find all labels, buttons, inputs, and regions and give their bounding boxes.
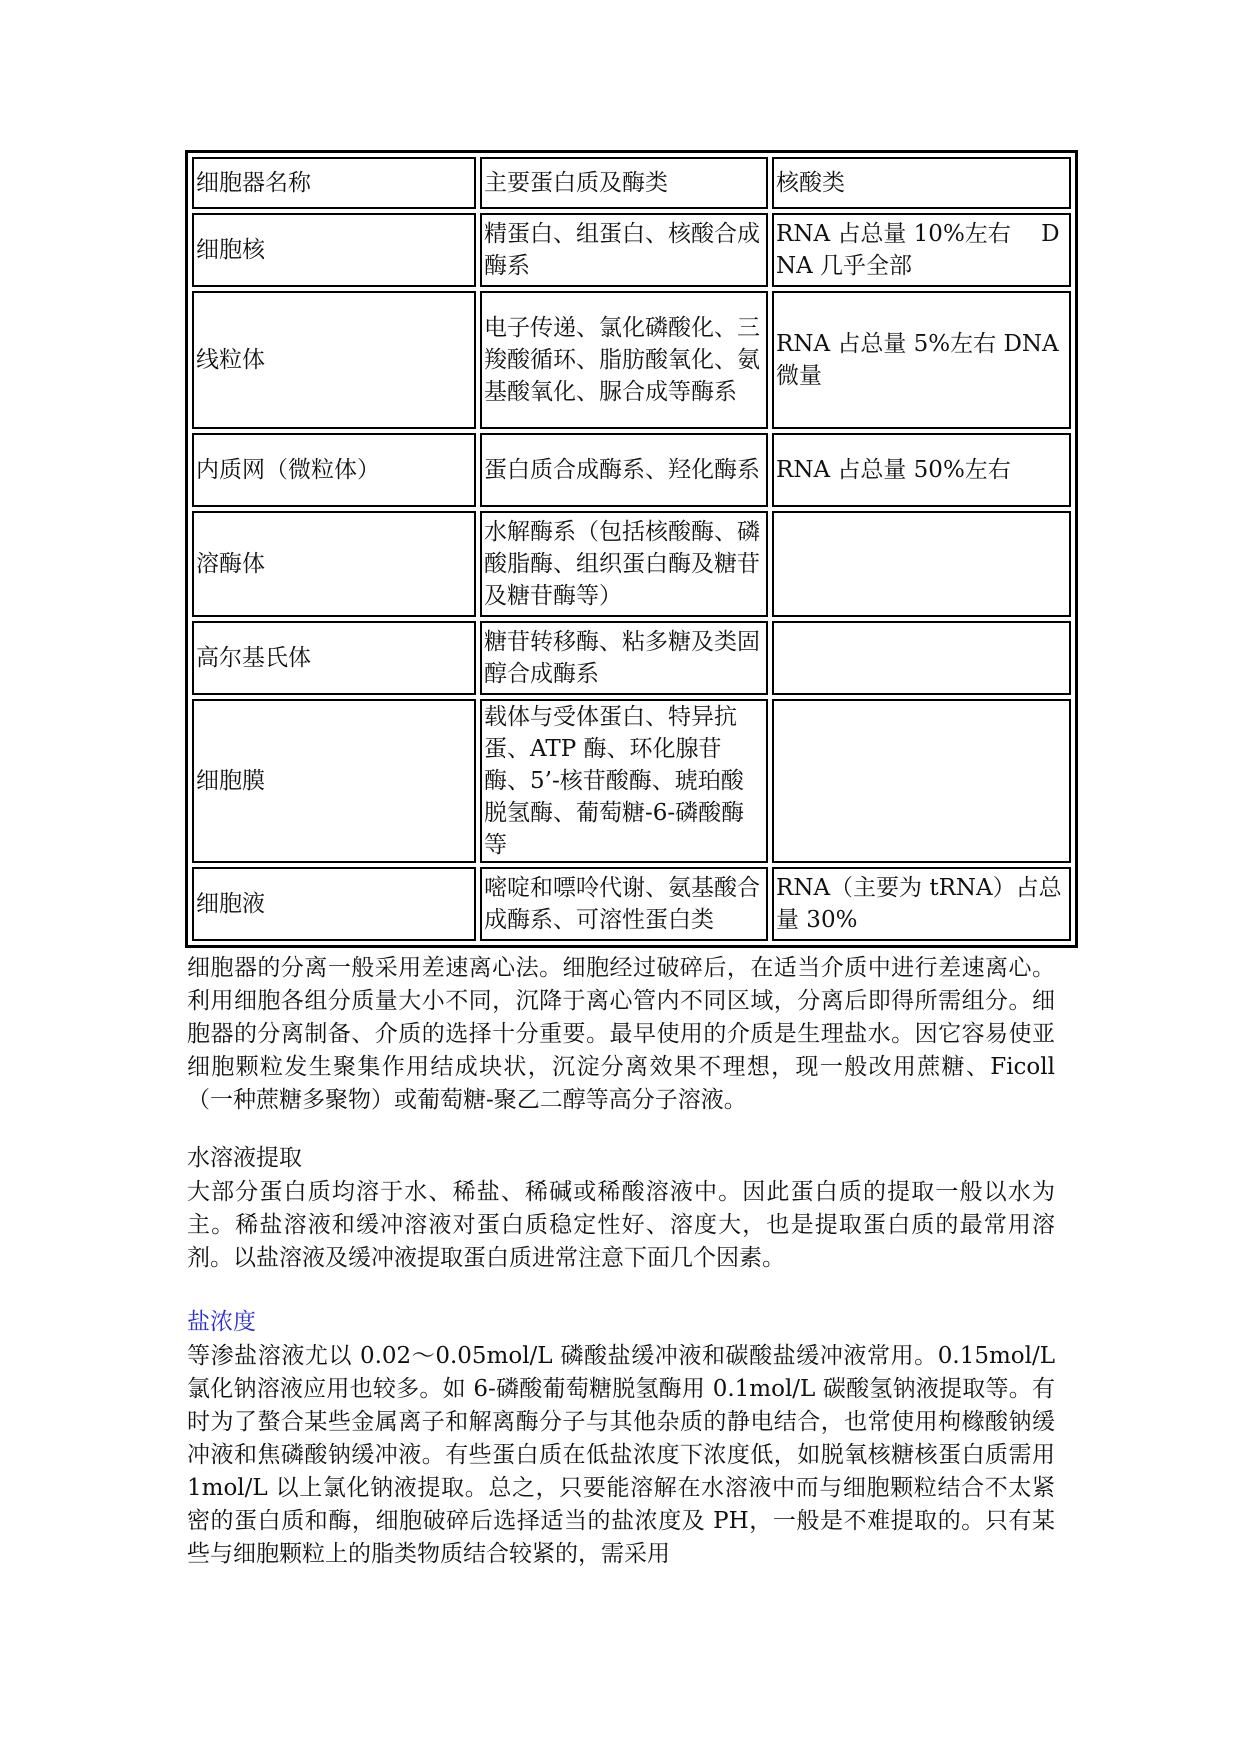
cell-name: 细胞液 (192, 867, 476, 941)
cell-proteins: 糖苷转移酶、粘多糖及类固醇合成酶系 (480, 621, 768, 695)
cell-nucleic: RNA 占总量 5%左右 DNA 微量 (772, 291, 1071, 429)
section-heading-salt-concentration: 盐浓度 (187, 1309, 256, 1335)
table-row (192, 433, 1071, 507)
cell-nucleic: RNA 占总量 10%左右 DNA 几乎全部 (772, 213, 1071, 287)
section-heading-aqueous-extraction: 水溶液提取 (187, 1145, 302, 1171)
cell-proteins: 水解酶系（包括核酸酶、磷酸脂酶、组织蛋白酶及糖苷及糖苷酶等） (480, 511, 768, 617)
cell-nucleic: RNA（主要为 tRNA）占总量 30% (772, 867, 1071, 941)
header-cell-name: 细胞器名称 (192, 157, 476, 209)
cell-name: 高尔基氏体 (192, 621, 476, 695)
cell-proteins: 嘧啶和嘌呤代谢、氨基酸合成酶系、可溶性蛋白类 (480, 867, 768, 941)
table-row (192, 291, 1071, 429)
table-row (192, 511, 1071, 617)
table-row (192, 699, 1071, 863)
cell-proteins: 精蛋白、组蛋白、核酸合成酶系 (480, 213, 768, 287)
cell-proteins: 蛋白质合成酶系、羟化酶系 (480, 433, 768, 507)
header-cell-proteins: 主要蛋白质及酶类 (480, 157, 768, 209)
salt-concentration-paragraph: 等渗盐溶液尤以 0.02～0.05mol/L 磷酸盐缓冲液和碳酸盐缓冲液常用。0.15mol/L 氯化钠溶液应用也较多。如 6-磷酸葡萄糖脱氢酶用 0.1mol/L 碳酸氢钠液提取等。有时为了螯合某些金属离子和解离酶分子与其他杂质的静电结合，也常使用枸橼酸钠缓冲液和焦磷酸钠缓冲液。有些蛋白质在低盐浓度下浓度低，如脱氧核糖核蛋白质需用 1mol/L 以上氯化钠液提取。总之，只要能溶解在水溶液中而与细胞颗粒结合不太紧密的蛋白质和酶，细胞破碎后选择适当的盐浓度及 PH，一般是不难提取的。只有某些与细胞颗粒上的脂类物质结合较紧的，需采用 (187, 1343, 1055, 1567)
header-cell-nucleic: 核酸类 (772, 157, 1071, 209)
cell-proteins: 电子传递、氯化磷酸化、三羧酸循环、脂肪酸氧化、氨基酸氧化、脲合成等酶系 (480, 291, 768, 429)
cell-name: 线粒体 (192, 291, 476, 429)
intro-paragraph: 细胞器的分离一般采用差速离心法。细胞经过破碎后，在适当介质中进行差速离心。利用细胞各组分质量大小不同，沉降于离心管内不同区域，分离后即得所需组分。细胞器的分离制备、介质的选择十分重要。最早使用的介质是生理盐水。因它容易使亚细胞颗粒发生聚集作用结成块状，沉淀分离效果不理想，现一般改用蔗糖、Ficoll（一种蔗糖多聚物）或葡萄糖-聚乙二醇等高分子溶液。 (187, 955, 1055, 1113)
cell-nucleic (772, 511, 1071, 617)
table-row (192, 213, 1071, 287)
aqueous-extraction-paragraph: 大部分蛋白质均溶于水、稀盐、稀碱或稀酸溶液中。因此蛋白质的提取一般以水为主。稀盐溶液和缓冲溶液对蛋白质稳定性好、溶度大，也是提取蛋白质的最常用溶剂。以盐溶液及缓冲液提取蛋白质进常注意下面几个因素。 (187, 1179, 1055, 1271)
cell-name: 内质网（微粒体） (192, 433, 476, 507)
table-row (192, 621, 1071, 695)
cell-nucleic: RNA 占总量 50%左右 (772, 433, 1071, 507)
cell-proteins: 载体与受体蛋白、特异抗蛋、ATP 酶、环化腺苷酶、5’-核苷酸酶、琥珀酸脱氢酶、葡萄糖-6-磷酸酶等 (480, 699, 768, 863)
cell-nucleic (772, 699, 1071, 863)
cell-nucleic (772, 621, 1071, 695)
cell-name: 细胞核 (192, 213, 476, 287)
organelle-table (185, 150, 1078, 948)
cell-name: 细胞膜 (192, 699, 476, 863)
table-header-row (192, 157, 1071, 209)
cell-name: 溶酶体 (192, 511, 476, 617)
table-row (192, 867, 1071, 941)
